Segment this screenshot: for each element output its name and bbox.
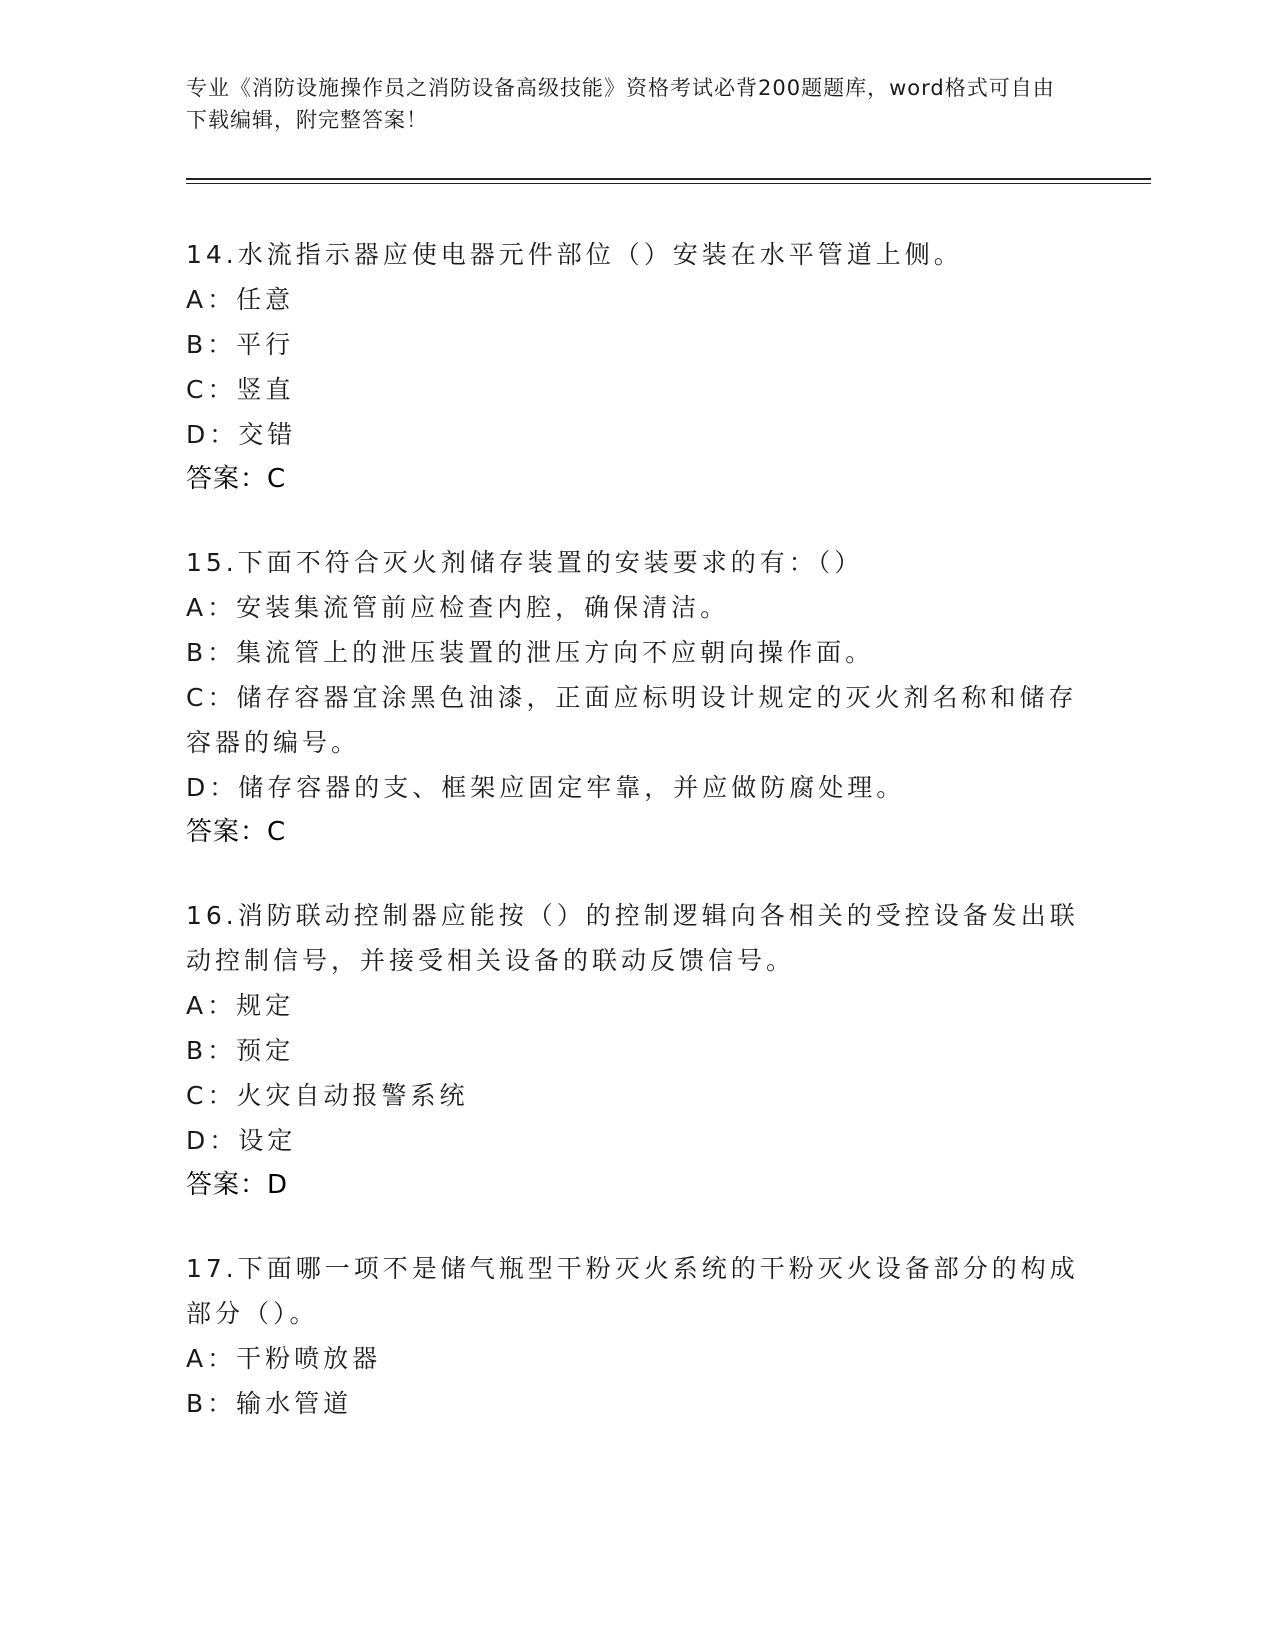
option-a: A：干粉喷放器 bbox=[186, 1344, 382, 1373]
answer-line: 答案：C bbox=[186, 464, 287, 494]
option-b: B：平行 bbox=[186, 330, 295, 359]
question-stem: 15.下面不符合灭火剂储存装置的安装要求的有：（） bbox=[186, 548, 864, 577]
option-a: A：规定 bbox=[186, 991, 295, 1020]
header-rule-thin bbox=[186, 183, 1151, 184]
option-b: B：预定 bbox=[186, 1036, 295, 1065]
question-stem: 16.消防联动控制器应能按（）的控制逻辑向各相关的受控设备发出联动控制信号，并接受相关设备的联动反馈信号。 bbox=[186, 901, 1079, 975]
option-b: B：集流管上的泄压装置的泄压方向不应朝向操作面。 bbox=[186, 638, 875, 667]
question-14 bbox=[186, 232, 1086, 502]
option-d: D：交错 bbox=[186, 420, 297, 449]
answer-line: 答案：D bbox=[186, 1170, 289, 1200]
question-16 bbox=[186, 893, 1086, 1208]
option-c: C：火灾自动报警系统 bbox=[186, 1081, 469, 1110]
header-rule-thick bbox=[186, 178, 1151, 180]
option-d: D：设定 bbox=[186, 1126, 297, 1155]
option-a: A：任意 bbox=[186, 285, 295, 314]
answer-line: 答案：C bbox=[186, 817, 287, 847]
option-c: C：储存容器宜涂黑色油漆，正面应标明设计规定的灭火剂名称和储存容器的编号。 bbox=[186, 683, 1078, 757]
question-list bbox=[186, 232, 1086, 1464]
option-c: C：竖直 bbox=[186, 375, 295, 404]
question-15 bbox=[186, 540, 1086, 855]
question-stem: 17.下面哪一项不是储气瓶型干粉灭火系统的干粉灭火设备部分的构成部分（）。 bbox=[186, 1254, 1079, 1328]
option-d: D：储存容器的支、框架应固定牢靠，并应做防腐处理。 bbox=[186, 773, 906, 802]
document-header: 专业《消防设施操作员之消防设备高级技能》资格考试必背200题题库，word格式可自由下载编辑，附完整答案！ bbox=[186, 76, 1055, 132]
question-17 bbox=[186, 1246, 1086, 1426]
question-stem: 14.水流指示器应使电器元件部位（）安装在水平管道上侧。 bbox=[186, 240, 963, 269]
option-a: A：安装集流管前应检查内腔，确保清洁。 bbox=[186, 593, 730, 622]
option-b: B：输水管道 bbox=[186, 1389, 353, 1418]
